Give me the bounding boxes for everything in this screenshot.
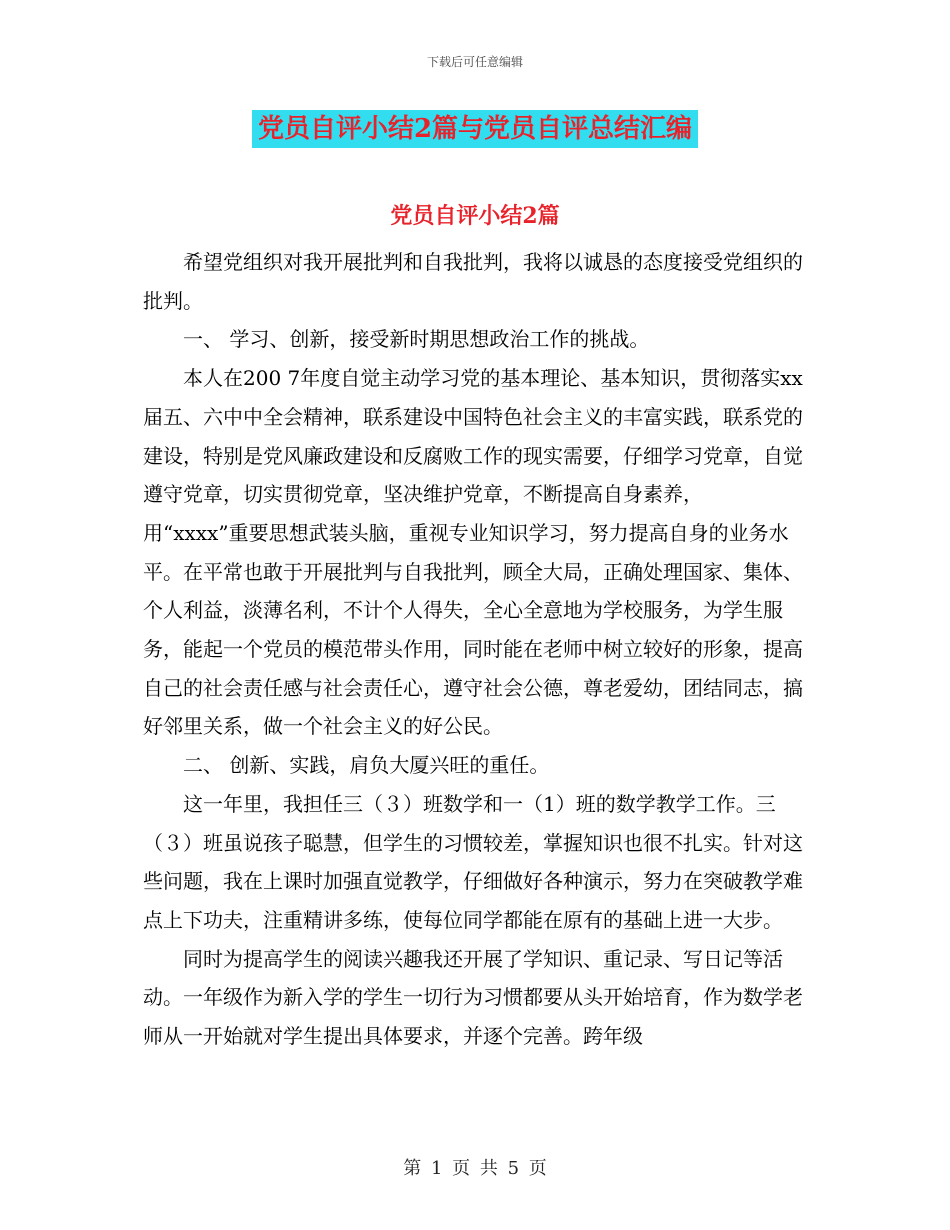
- page-footer: 第 1 页 共 5 页: [403, 1158, 547, 1179]
- paragraph: 这一年里，我担任三（３）班数学和一（1）班的数学教学工作。三（３）班虽说孩子聪慧，但学生的习惯较差，掌握知识也很不扎实。针对这些问题，我在上课时加强直觉教学，仔细做好各种演示，努力在突破教学难点上下功夫，注重精讲多练，使每位同学都能在原有的基础上进一大步。: [143, 791, 803, 932]
- paragraph: 同时为提高学生的阅读兴趣我还开展了学知识、重记录、写日记等活动。一年级作为新入学的学生一切行为习惯都要从头开始培育，作为数学老师从一开始就对学生提出具体要求，并逐个完善。跨年级: [143, 946, 803, 1049]
- document-title-container: [0, 110, 950, 148]
- document-title: 党员自评小结2篇与党员自评总结汇编: [252, 110, 698, 148]
- section-title: 党员自评小结2篇: [390, 203, 560, 229]
- paragraph: 本人在200 7年度自觉主动学习党的基本理论、基本知识，贯彻落实xx届五、六中中全会精神，联系建设中国特色社会主义的丰富实践，联系党的建设，特别是党风廉政建设和反腐败工作的现实需要，仔细学习党章，自觉遵守党章，切实贯彻党章，坚决维护党章，不断提高自身素养，用“xxxx”重要思想武装头脑，重视专业知识学习，努力提高自身的业务水平。在平常也敢于开展批判与自我批判，顾全大局，正确处理国家、集体、个人利益，淡薄名利，不计个人得失，全心全意地为学校服务，为学生服务，能起一个党员的模范带头作用，同时能在老师中树立较好的形象，提高自己的社会责任感与社会责任心，遵守社会公德，尊老爱幼，团结同志，搞好邻里关系，做一个社会主义的好公民。: [143, 366, 803, 739]
- paragraph: 二、 创新、实践，肩负大厦兴旺的重任。: [183, 753, 550, 778]
- page-header: 下载后可任意编辑: [426, 55, 523, 69]
- paragraph: 希望党组织对我开展批判和自我批判，我将以诚恳的态度接受党组织的批判。: [143, 250, 803, 313]
- document-body: [143, 243, 803, 1056]
- paragraph: 一、 学习、创新，接受新时期思想政治工作的挑战。: [183, 327, 650, 352]
